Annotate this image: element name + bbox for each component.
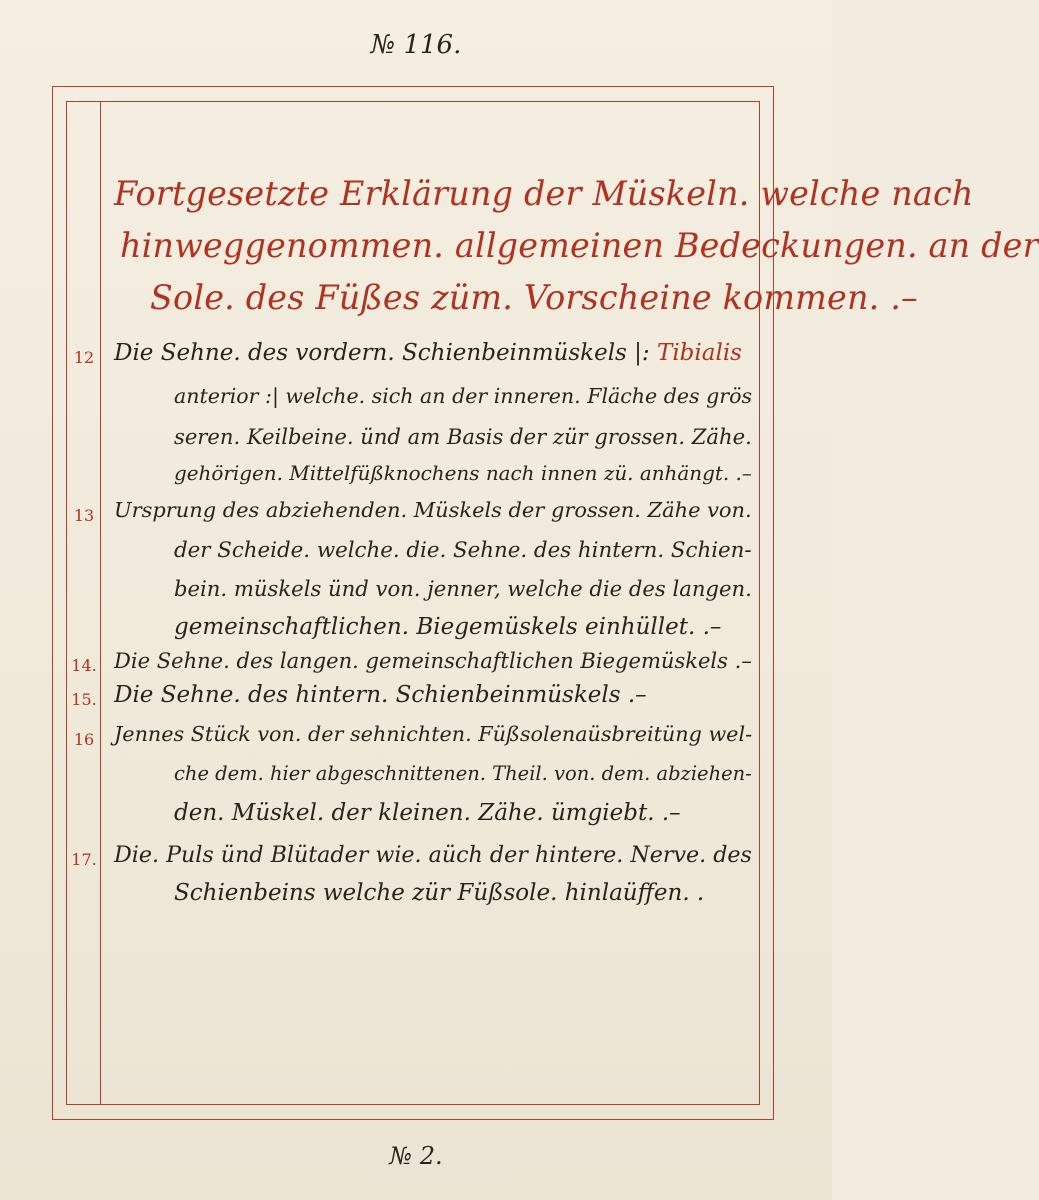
folio-number-bottom: № 2.: [389, 1142, 443, 1170]
entry-line: seren. Keilbeine. ünd am Basis der zür grossen. Zähe.: [174, 424, 752, 449]
entry-line: bein. müskels ünd von. jenner, welche die des langen.: [174, 576, 752, 601]
title-line-1: Fortgesetzte Erklärung der Müskeln. welche nach: [114, 174, 974, 213]
entry-line: [114, 340, 742, 366]
entry-line: der Scheide. welche. die. Sehne. des hintern. Schien-: [174, 538, 752, 563]
entry-number: 15.: [71, 690, 97, 709]
entry-line: [174, 384, 752, 408]
entry-number: 13: [73, 506, 95, 525]
entry-line: Jennes Stück von. der sehnichten. Füßsolenaüsbreitüng wel-: [114, 722, 753, 746]
entry-line: Schienbeins welche zür Füßsole. hinlaüffen. .: [174, 880, 705, 906]
entry-number: 12: [73, 348, 95, 367]
page-title: [114, 168, 1039, 324]
entry-text: anterior :| welche. sich an der inneren. Fläche des grös: [174, 384, 753, 408]
title-line-2: hinweggenommen. allgemeinen Bedeckungen. an der: [120, 226, 1039, 265]
entry-text: Die Sehne. des vordern. Schienbeinmüskels |:: [114, 340, 650, 366]
folio-number-top: № 116.: [370, 30, 462, 60]
entry-line: Die Sehne. des langen. gemeinschaftlichen Biegemüskels .–: [114, 648, 752, 673]
title-line-3: Sole. des Füßes züm. Vorscheine kommen. .–: [150, 278, 918, 317]
entry-line: che dem. hier abgeschnittenen. Theil. von. dem. abziehen-: [174, 762, 752, 785]
entry-line: Ursprung des abziehenden. Müskels der grossen. Zähe von.: [114, 498, 752, 522]
entry-line: gemeinschaftlichen. Biegemüskels einhüllet. .–: [174, 614, 722, 640]
entry-line: den. Müskel. der kleinen. Zähe. ümgiebt. .–: [174, 800, 681, 826]
entry-line: Die Sehne. des hintern. Schienbeinmüskels .–: [114, 682, 647, 708]
entry-number: 14.: [71, 656, 97, 675]
entry-line: gehörigen. Mittelfüßknochens nach innen zü. anhängt. .–: [174, 462, 752, 485]
entry-line: Die. Puls ünd Blütader wie. aüch der hintere. Nerve. des: [114, 842, 752, 868]
margin-rule: [100, 101, 101, 1105]
entry-number: 16: [73, 730, 95, 749]
entry-number: 17.: [71, 850, 97, 869]
latin-term: Tibialis: [656, 340, 742, 366]
